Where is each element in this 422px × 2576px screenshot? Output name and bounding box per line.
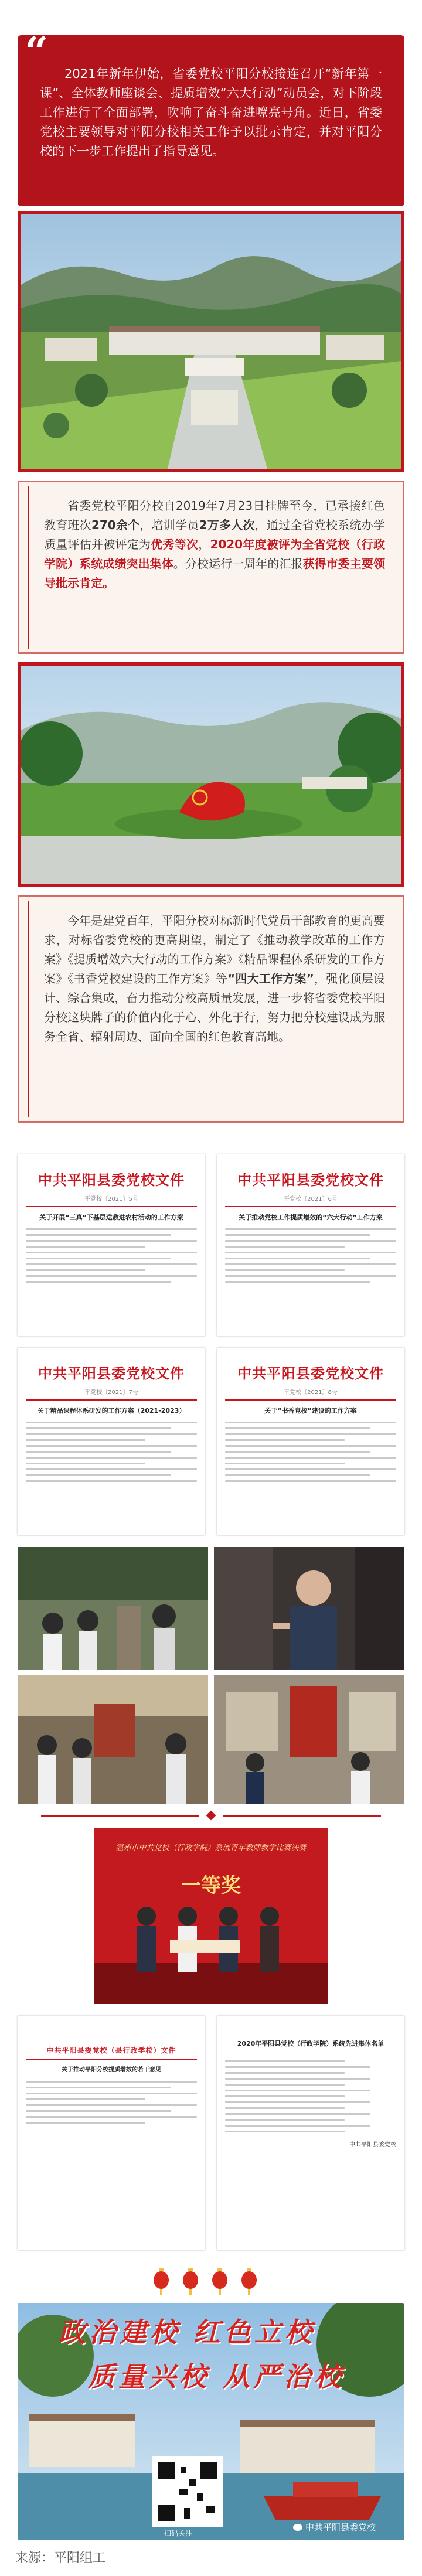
document-signature: 中共平阳县委党校	[349, 2142, 396, 2148]
document-body	[26, 2081, 197, 2124]
document-header: 中共平阳县委党校文件	[38, 1171, 185, 1188]
document-body	[225, 2060, 396, 2132]
document-ref: 平党校〔2021〕7号	[84, 1389, 138, 1396]
intro-card	[18, 28, 404, 206]
document-header: 中共平阳县委党校文件	[237, 1365, 384, 1382]
campus-aerial-image	[21, 214, 401, 469]
lantern-icon	[183, 2271, 198, 2289]
lantern-icon	[241, 2271, 257, 2289]
document-rule	[225, 1399, 396, 1401]
award-banner-text: 温州市中共党校（行政学院）系统青年教师教学比赛决赛	[115, 1844, 307, 1852]
section-divider	[223, 1815, 381, 1817]
document-ref: 平党校〔2021〕5号	[84, 1196, 138, 1202]
card-accent-bar	[28, 486, 29, 649]
article-source: 来源：平阳组工	[15, 2551, 106, 2565]
document-body	[225, 1228, 396, 1283]
document-title: 关于开展“三真”下基层送教进农村活动的工作方案	[39, 1214, 183, 1221]
document-title: 关于精品课程体系研发的工作方案（2021-2023）	[37, 1407, 186, 1415]
campus-aerial-photo	[18, 211, 404, 472]
award-stage-image	[94, 1828, 328, 2004]
document-header: 2020年平阳县党校（行政学院）系统先进集体名单	[237, 2040, 384, 2047]
qr-caption: 扫码关注	[164, 2529, 193, 2537]
event-photo-lecture	[214, 1547, 404, 1670]
document-header: 中共平阳县委党校文件	[237, 1171, 384, 1188]
lantern-icon	[154, 2271, 169, 2289]
document-thumbnail	[18, 1154, 205, 1336]
document-rule	[26, 1399, 197, 1401]
document-thumbnail	[217, 1348, 404, 1535]
event-photo-exhibit	[214, 1675, 404, 1804]
banner-slogan-line-2: 质量兴校 从严治校	[88, 2361, 345, 2393]
party-flag-lawn-photo	[18, 662, 404, 887]
document-body	[225, 1422, 396, 1482]
document-thumbnail	[217, 1154, 404, 1336]
achievements-text: 省委党校平阳分校自2019年7月23日挂牌至今，已承接红色教育班次270余个，培训学员2万多人次，通过全省党校系统办学质量评估并被评定为优秀等次，2020年度被评为全省党校（行政学院）系统成绩突出集体。分校运行一周年的汇报获得市委主要领导批示肯定。	[44, 499, 386, 590]
lantern-icon	[212, 2271, 227, 2289]
award-ceremony-photo	[94, 1828, 328, 2004]
document-body	[26, 1228, 197, 1283]
event-photo-visit-2	[18, 1675, 208, 1804]
quote-mark-icon: “	[25, 28, 49, 76]
document-title: 关于推动平阳分校提质增效的若干意见	[62, 2067, 161, 2073]
document-rule	[26, 2059, 197, 2060]
divider-diamond-icon	[206, 1811, 216, 1821]
event-photo-visit-1	[18, 1547, 208, 1670]
party-flag-lawn-image	[21, 666, 401, 884]
section-divider	[41, 1815, 199, 1817]
account-watermark	[293, 2521, 376, 2533]
wechat-icon	[293, 2524, 302, 2531]
document-rule	[225, 1206, 396, 1207]
work-plans-card	[18, 895, 404, 1123]
school-banner-image	[18, 2303, 404, 2540]
document-header: 中共平阳县委党校文件	[38, 1365, 185, 1382]
work-plans-text: 今年是建党百年，平阳分校对标新时代党员干部教育的更高要求，对标省委党校的更高期望，制定了《推动教学改革的工作方案》《提质增效六大行动的工作方案》《精品课程体系研发的工作方案》《书香党校建设的工作方案》等“四大工作方案”，强化顶层设计、综合集成，奋力推动分校高质量发展，进一步将省委党校平阳分校这块牌子的价值内化于心、外化于行，努力把分校建设成为服务全省、辐射周边、面向全国的红色教育高地。	[44, 914, 386, 1044]
watermark-text: 中共平阳县委党校	[305, 2522, 376, 2533]
achievements-card	[18, 481, 404, 654]
document-rule	[26, 1206, 197, 1207]
intro-text: 2021年新年伊始，省委党校平阳分校接连召开“新年第一课”、全体教师座谈会、提质增效“六大行动”动员会，对下阶段工作进行了全面部署，吹响了奋斗奋进嘹亮号角。近日，省委党校主要领导对平阳分校相关工作予以批示肯定，并对平阳分校的下一步工作提出了指导意见。	[40, 67, 382, 158]
card-accent-bar	[28, 901, 29, 1117]
document-title: 关于推动党校工作提质增效的“六大行动”工作方案	[239, 1214, 383, 1221]
document-page-thumbnail	[18, 2016, 205, 2250]
document-page-thumbnail	[217, 2016, 404, 2250]
document-header: 中共平阳县委党校（县行政学校）文件	[46, 2046, 176, 2054]
document-ref: 平党校〔2021〕8号	[284, 1389, 338, 1396]
banner-slogan-line-1: 政治建校 红色立校	[59, 2316, 316, 2348]
document-title: 关于“书香党校”建设的工作方案	[264, 1407, 357, 1415]
document-ref: 平党校〔2021〕6号	[284, 1196, 338, 1202]
award-label: 一等奖	[181, 1874, 241, 1897]
document-thumbnail	[18, 1348, 205, 1535]
document-body	[26, 1422, 197, 1482]
